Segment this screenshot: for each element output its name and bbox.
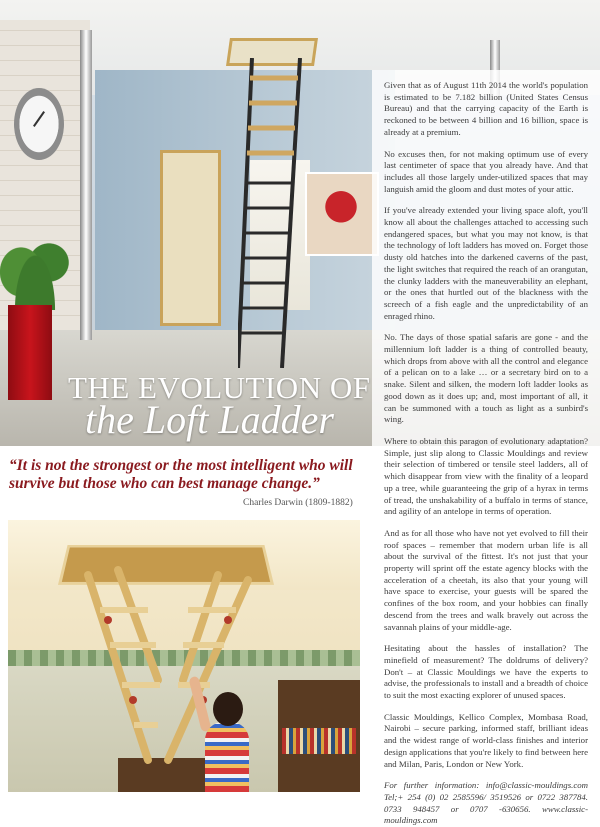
paragraph-3: If you've already extended your living space aloft, you'll know all about the challenges attached to accessing such endangered spaces, but what you may not know, is that the technology of loft ladders has moved on. Forget those dusty old hatches into the darkened caverns of the past, the light switches that required the reach of an orangutan, the clunky ladders with the maneuverability an elephant, or the ones that hurtled out of the blackness with the screech of a fish eagle and the unpredictability of an enraged rhino. — [384, 205, 588, 321]
title-line-1: THE EVOLUTION OF — [68, 370, 371, 405]
quote-attribution: Charles Darwin (1809-1882) — [243, 498, 353, 508]
paragraph-6: And as for all those who have not yet evolved to fill their roof spaces – remember that modern urban life is all about the survival of the fittest. It's not just that your property will sprint off the estate agency blocks with the acceleration of a cheetah, its also that your young will have space to exercise, your guests will be spared the confines of the box room, and your hobbies can finally descend from the trees and walk bravely out across the savannah plains of your middle-age. — [384, 527, 588, 632]
light-pillar — [80, 30, 92, 340]
paragraph-2: No excuses then, for not making optimum use of every last centimeter of space that you already have. And that includes all those largely under-utilized spaces that may languish amid the gloom and dust motes of your attic. — [384, 148, 588, 194]
striped-top — [205, 722, 249, 792]
paragraph-4: No. The days of those spatial safaris are gone - and the millennium loft ladder is a thing of controlled beauty, which drops from above with all the control and elegance of a pelican on to a lake … or a secretary bird on to a snake. Silent and silken, the modern loft ladder looks as good down as it does up; and, most important of all, it can be summoned with a touch as light as a sunbird's wing. — [384, 332, 588, 425]
paragraph-8: Classic Mouldings, Kellico Complex, Mombasa Road, Nairobi – secure parking, informed staff, brilliant ideas and the widest range of world-class finishes and interior design applications that you're likely to find between here and Milan, Paris, London or New York. — [384, 711, 588, 769]
red-planter — [8, 305, 52, 400]
wall-art — [305, 172, 379, 256]
loft-ladder-image — [238, 58, 310, 368]
wall-clock — [14, 88, 64, 160]
paragraph-5: Where to obtain this paragon of evolutionary adaptation? Simple, just slip along to Classic Mouldings and review their selection of timbered or tensile steel ladders, all of which disappear from view with the finality of a leopard up a tree, while guaranteeing the grip of a hyrax in terms of tread, the unshakability of a buffalo in terms of stance, and agility of an antelope in terms of operation. — [384, 435, 588, 517]
article-body — [384, 80, 588, 827]
folding-ladder-photo — [8, 520, 360, 792]
plant-leaves — [0, 215, 70, 310]
paragraph-7: Hesitating about the hassles of installation? The minefield of measurement? The doldrums of delivery? Don't – at Classic Mouldings we have the experts to advise, the professionals to install and a breadth of choice to suit the most exacting explorer of unused spaces. — [384, 643, 588, 701]
child-figure — [193, 682, 263, 792]
title-line-2: the Loft Ladder — [85, 397, 334, 442]
child-head — [213, 692, 243, 726]
door — [160, 150, 221, 326]
bookshelf — [278, 680, 360, 792]
paragraph-1: Given that as of August 11th 2014 the world's population is estimated to be 7.182 billion (United States Census Bureau) and that the carrying capacity of the Earth is reckoned to be between 4 billion and 16 billion, space is already at a premium. — [384, 80, 588, 137]
darwin-quote: “It is not the strongest or the most intelligent who will survive but those who can best manage change.” — [9, 457, 353, 492]
contact-info: For further information: info@classic-mouldings.com Tel;+ 254 (0) 02 2585596/ 3519526 or 0722 387784. 0733 948457 or 0707 -630656. www.classic-mouldings.com — [384, 780, 588, 826]
